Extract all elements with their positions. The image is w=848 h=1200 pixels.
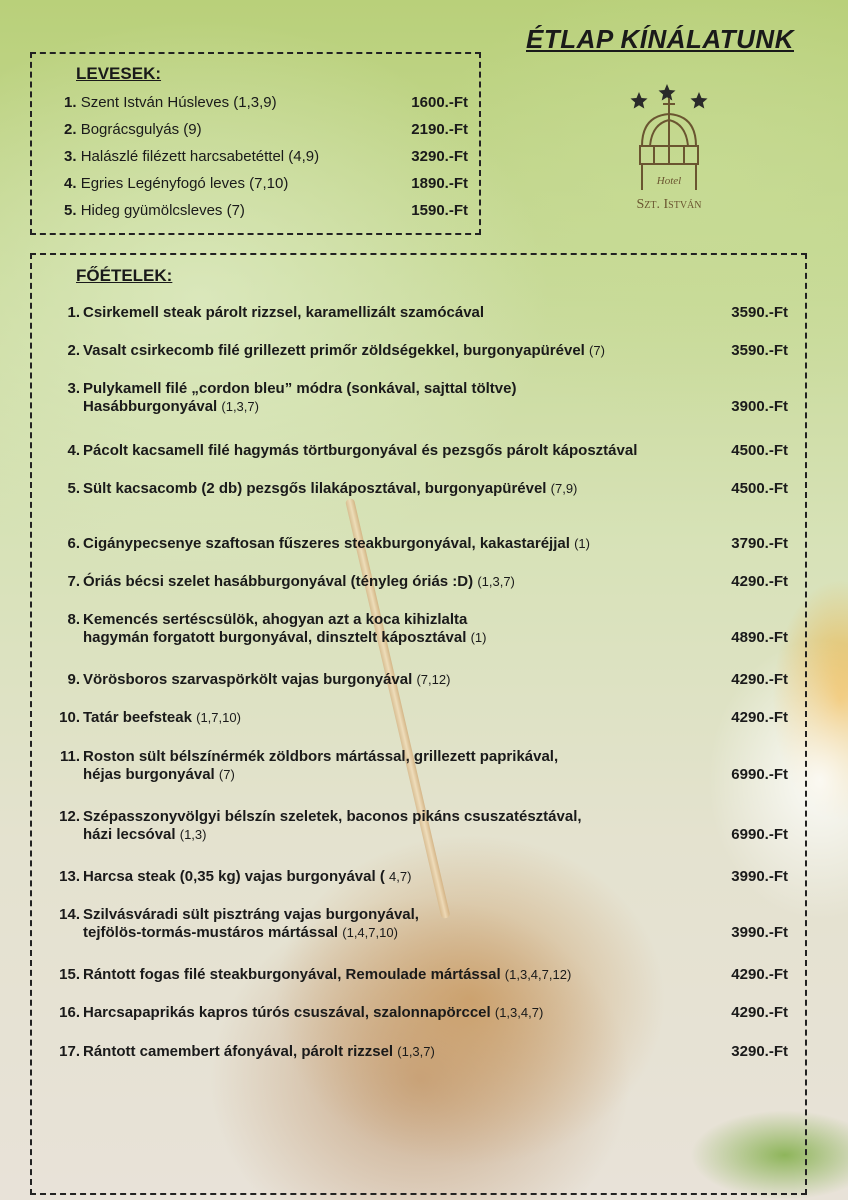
soup-item-name: Egries Legényfogó leves [80, 175, 245, 192]
main-item-price: 3790.-Ft [731, 535, 788, 552]
main-item-name: Pácolt kacsamell filé hagymás törtburgonyával és pezsgős párolt káposztával [83, 442, 638, 459]
main-item-price: 4290.-Ft [731, 709, 788, 726]
main-item-price: 3990.-Ft [731, 868, 788, 885]
main-item-price: 4500.-Ft [731, 442, 788, 459]
main-item [50, 748, 788, 784]
main-item-allergens: (1,3) [179, 827, 207, 842]
main-item-allergens: (1,3,7) [397, 1044, 435, 1059]
main-item-line [50, 342, 788, 360]
main-item [50, 1043, 788, 1061]
main-item-name: Vasalt csirkecomb filé grillezett primőr zöldségekkel, burgonyapürével [83, 342, 585, 359]
soup-item-price: 2190.-Ft [411, 121, 468, 138]
soup-item-allergens: (1,3,9) [233, 94, 277, 111]
main-item [50, 868, 788, 886]
main-item-line [50, 808, 788, 826]
main-item-name: Rántott fogas filé steakburgonyával, Remoulade mártással [83, 966, 501, 983]
main-item-line [50, 442, 788, 460]
hotel-logo [606, 80, 736, 220]
main-item-line [50, 966, 788, 984]
main-item [50, 480, 788, 498]
main-item-number: 16. [59, 1004, 80, 1021]
main-item-allergens: (1,3,7) [221, 399, 259, 414]
main-item-price: 6990.-Ft [731, 826, 788, 843]
main-item-line [50, 380, 788, 398]
main-item-line [50, 868, 788, 886]
main-item-allergens: (7) [589, 343, 605, 358]
page-title: ÉTLAP KÍNÁLATUNK [526, 24, 794, 54]
main-item-number: 5. [67, 480, 80, 497]
main-item [50, 709, 788, 727]
main-item-line [50, 906, 788, 924]
main-item-price: 3990.-Ft [731, 924, 788, 941]
main-item-allergens: (1,3,4,7) [494, 1005, 544, 1020]
main-item [50, 573, 788, 591]
soup-item-number: 5. [64, 202, 77, 219]
soup-item-price: 1890.-Ft [411, 175, 468, 192]
main-item-number: 6. [67, 535, 80, 552]
soup-item-price: 3290.-Ft [411, 148, 468, 165]
main-item-number: 11. [59, 748, 80, 765]
main-item-price: 4890.-Ft [731, 629, 788, 646]
main-item-name: Kemencés sertéscsülök, ahogyan azt a koca kihizlalta [83, 611, 468, 628]
soups-heading: LEVESEK: [76, 64, 162, 83]
main-item [50, 304, 788, 322]
main-item-allergens: (1,4,7,10) [342, 925, 398, 940]
soup-item-allergens: (7) [226, 202, 245, 219]
soup-item-price: 1590.-Ft [411, 202, 468, 219]
soup-item-name: Szent István Húsleves [80, 94, 230, 111]
main-item-name: Harcsapaprikás kapros túrós csuszával, szalonnapörccel [83, 1004, 491, 1021]
main-item-line [50, 671, 788, 689]
main-item [50, 1004, 788, 1022]
main-item-allergens: (1,3,4,7,12) [504, 967, 572, 982]
main-item [50, 808, 788, 844]
main-item [50, 442, 788, 460]
main-item-name-continued: tejfölös-tormás-mustáros mártással [83, 924, 339, 941]
main-item-line-2 [50, 766, 788, 784]
main-item-price: 6990.-Ft [731, 766, 788, 783]
main-item-name: Cigánypecsenye szaftosan fűszeres steakburgonyával, kakastaréjjal [83, 535, 570, 552]
main-item-name: Pulykamell filé „cordon bleu” módra (sonkával, sajttal töltve) [83, 380, 517, 397]
soup-item [64, 148, 468, 166]
main-item-number: 1. [67, 304, 80, 321]
soup-item-name: Bográcsgulyás [80, 121, 180, 138]
main-item-allergens: 4,7) [389, 869, 412, 884]
main-item [50, 535, 788, 553]
main-item-line [50, 1004, 788, 1022]
main-item-number: 3. [67, 380, 80, 397]
soup-item-name: Halászlé filézett harcsabetéttel [80, 148, 285, 165]
main-item-price: 3590.-Ft [731, 304, 788, 321]
main-item-price: 3590.-Ft [731, 342, 788, 359]
main-item-allergens: (7,9) [550, 481, 578, 496]
main-item-name: Roston sült bélszínérmék zöldbors mártással, grillezett paprikával, [83, 748, 559, 765]
main-item-line [50, 304, 788, 322]
main-item [50, 671, 788, 689]
main-item-price: 3900.-Ft [731, 398, 788, 415]
main-item-allergens: (1,3,7) [477, 574, 515, 589]
main-item-name: Tatár beefsteak [83, 709, 192, 726]
soup-item [64, 94, 468, 112]
main-item-price: 4290.-Ft [731, 966, 788, 983]
main-item-name-continued: hagymán forgatott burgonyával, dinsztelt káposztával [83, 629, 467, 646]
main-item-number: 15. [59, 966, 80, 983]
main-item-number: 13. [59, 868, 80, 885]
main-item-number: 8. [67, 611, 80, 628]
main-item-allergens: (7,12) [416, 672, 451, 687]
main-item [50, 906, 788, 942]
main-item-line-2 [50, 826, 788, 844]
soup-item-allergens: (7,10) [249, 175, 289, 192]
main-item-number: 4. [67, 442, 80, 459]
main-item-number: 9. [67, 671, 80, 688]
soup-item-number: 4. [64, 175, 77, 192]
main-item-name: Vörösboros szarvaspörkölt vajas burgonyával [83, 671, 413, 688]
main-item-line [50, 480, 788, 498]
main-item-name: Óriás bécsi szelet hasábburgonyával (tényleg óriás :D) [83, 573, 474, 590]
logo-hotel-text: Hotel [656, 175, 682, 187]
main-item-line [50, 611, 788, 629]
soup-item [64, 202, 468, 220]
soup-item-price: 1600.-Ft [411, 94, 468, 111]
logo-name-text: Szt. István [636, 197, 702, 212]
main-item [50, 380, 788, 416]
main-item-price: 4290.-Ft [731, 573, 788, 590]
main-item-number: 17. [59, 1043, 80, 1060]
main-item-name: Harcsa steak (0,35 kg) vajas burgonyával ( [83, 868, 385, 885]
main-item-number: 12. [59, 808, 80, 825]
soup-item-number: 2. [64, 121, 77, 138]
main-item-price: 4290.-Ft [731, 671, 788, 688]
main-item [50, 966, 788, 984]
main-item-name: Szilvásváradi sült pisztráng vajas burgonyával, [83, 906, 419, 923]
main-item-allergens: (1,7,10) [196, 710, 241, 725]
soup-item-name: Hideg gyümölcsleves [80, 202, 223, 219]
main-item-line-2 [50, 629, 788, 647]
main-item-line [50, 748, 788, 766]
main-item-number: 7. [67, 573, 80, 590]
main-item [50, 611, 788, 647]
main-item-line [50, 709, 788, 727]
main-item-allergens: (1) [574, 536, 590, 551]
mains-heading: FŐÉTELEK: [76, 266, 173, 285]
main-item-allergens: (7) [218, 767, 235, 782]
main-item-price: 4290.-Ft [731, 1004, 788, 1021]
main-item-line [50, 535, 788, 553]
main-item-allergens: (1) [470, 630, 487, 645]
main-item-name-continued: héjas burgonyával [83, 766, 215, 783]
main-item-line-2 [50, 924, 788, 942]
main-item-name: Szépasszonyvölgyi bélszín szeletek, baconos pikáns csuszatésztával, [83, 808, 582, 825]
main-item-line-2 [50, 398, 788, 416]
main-item-line [50, 573, 788, 591]
soup-item-allergens: (4,9) [288, 148, 320, 165]
main-item-line [50, 1043, 788, 1061]
main-item-number: 14. [59, 906, 80, 923]
main-item-price: 4500.-Ft [731, 480, 788, 497]
main-item [50, 342, 788, 360]
soup-item-number: 1. [64, 94, 77, 111]
soup-item [64, 175, 468, 193]
soup-item-number: 3. [64, 148, 77, 165]
soup-item [64, 121, 468, 139]
main-item-number: 2. [67, 342, 80, 359]
soup-item-allergens: (9) [183, 121, 202, 138]
main-item-name: Csirkemell steak párolt rizzsel, karamellizált szamócával [83, 304, 485, 321]
main-item-name: Rántott camembert áfonyával, párolt rizzsel [83, 1043, 394, 1060]
main-item-price: 3290.-Ft [731, 1043, 788, 1060]
main-item-name-continued: házi lecsóval [83, 826, 176, 843]
main-item-name: Sült kacsacomb (2 db) pezsgős lilakáposztával, burgonyapürével [83, 480, 547, 497]
main-item-number: 10. [59, 709, 80, 726]
main-item-name-continued: Hasábburgonyával [83, 398, 218, 415]
